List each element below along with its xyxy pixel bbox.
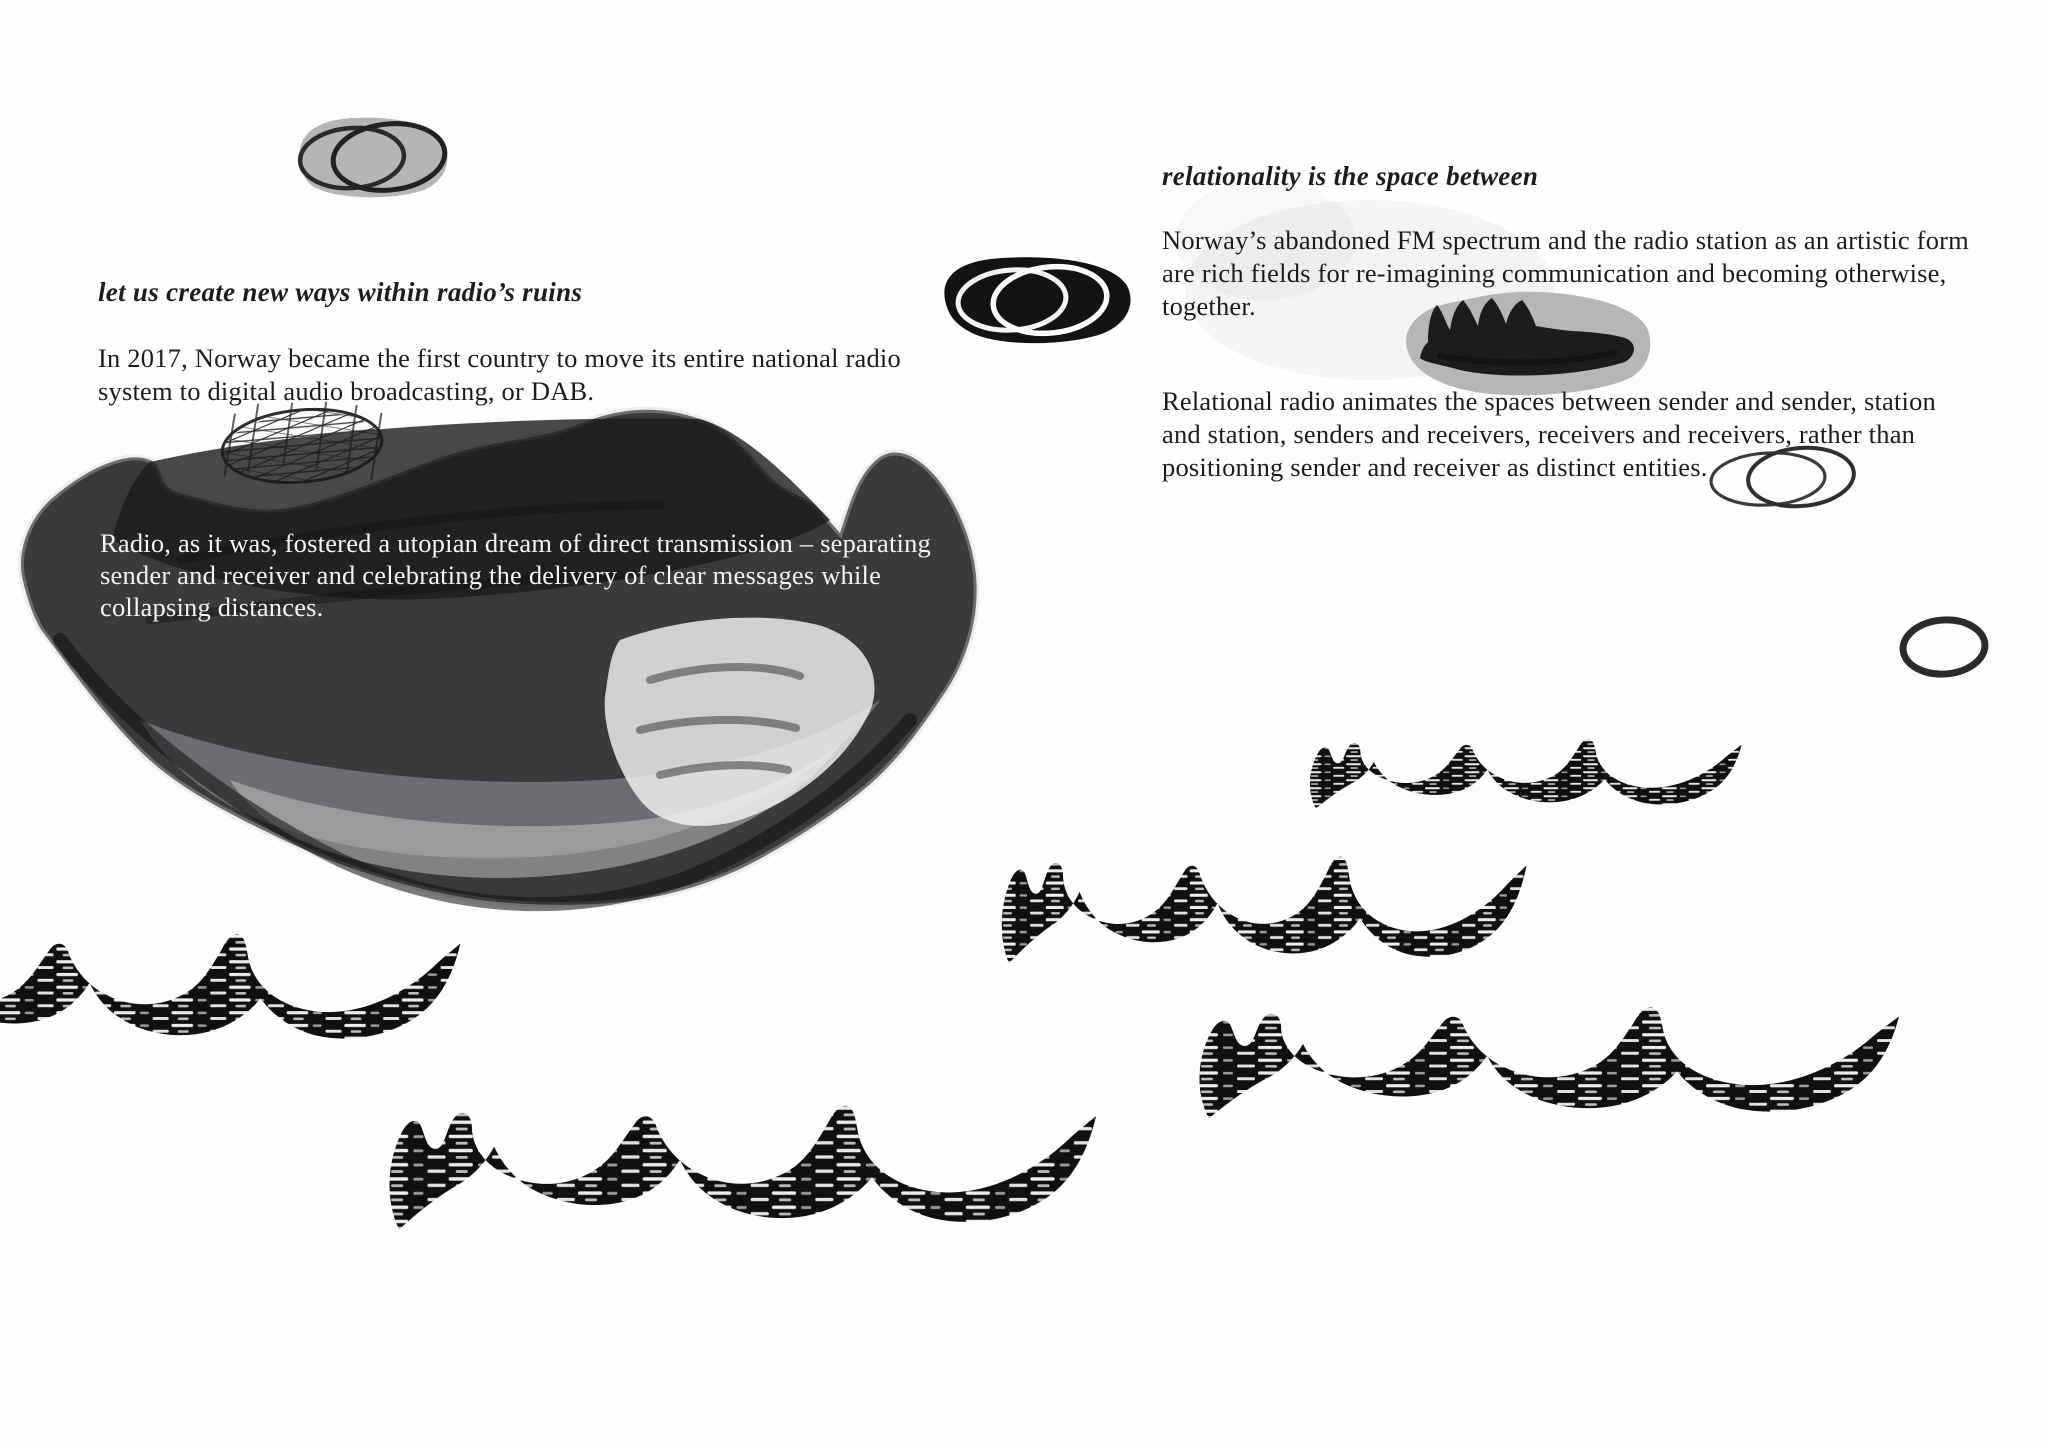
double-ellipse-gray-icon <box>298 118 448 198</box>
paragraph-line: are rich fields for re-imagining communication and becoming otherwise, <box>1162 258 1947 288</box>
paragraph-line: Relational radio animates the spaces between sender and sender, station <box>1162 386 1937 416</box>
left-heading-text: let us create new ways within radio’s ruins <box>98 277 583 307</box>
paragraph-line: sender and receiver and celebrating the delivery of clear messages while <box>100 560 882 590</box>
right-paragraph-2 <box>1162 385 1936 484</box>
wave-illustration-left <box>0 934 460 1045</box>
right-paragraph-1 <box>1162 224 1969 323</box>
single-ellipse-icon <box>1901 617 1987 677</box>
paragraph-line: system to digital audio broadcasting, or DAB. <box>98 376 595 406</box>
paragraph-line: and station, senders and receivers, receivers and receivers, rather than <box>1162 419 1916 449</box>
wave-illustration-right-upper <box>1310 739 1742 809</box>
right-heading-text: relationality is the space between <box>1162 161 1539 191</box>
right-heading <box>1162 160 1538 193</box>
paragraph-line: collapsing distances. <box>100 592 324 622</box>
wave-illustration-middle <box>1002 857 1527 964</box>
paragraph-line: Norway’s abandoned FM spectrum and the radio station as an artistic form <box>1162 225 1969 255</box>
ink-hull-illustration <box>21 410 977 905</box>
paragraph-line: In 2017, Norway became the first country to move its entire national radio <box>98 343 901 373</box>
paragraph-line: Radio, as it was, fostered a utopian dream of direct transmission – separating <box>100 528 931 558</box>
wave-illustration-right-lower <box>1199 1007 1899 1118</box>
paragraph-line: positioning sender and receiver as distinct entities. <box>1162 452 1708 482</box>
paragraph-line: together. <box>1162 291 1256 321</box>
hull-overlay-paragraph <box>100 527 931 623</box>
wave-illustration-bottom-center <box>390 1106 1097 1230</box>
left-heading <box>98 276 582 309</box>
left-paragraph-1 <box>98 342 901 408</box>
double-ellipse-black-icon <box>944 257 1130 343</box>
